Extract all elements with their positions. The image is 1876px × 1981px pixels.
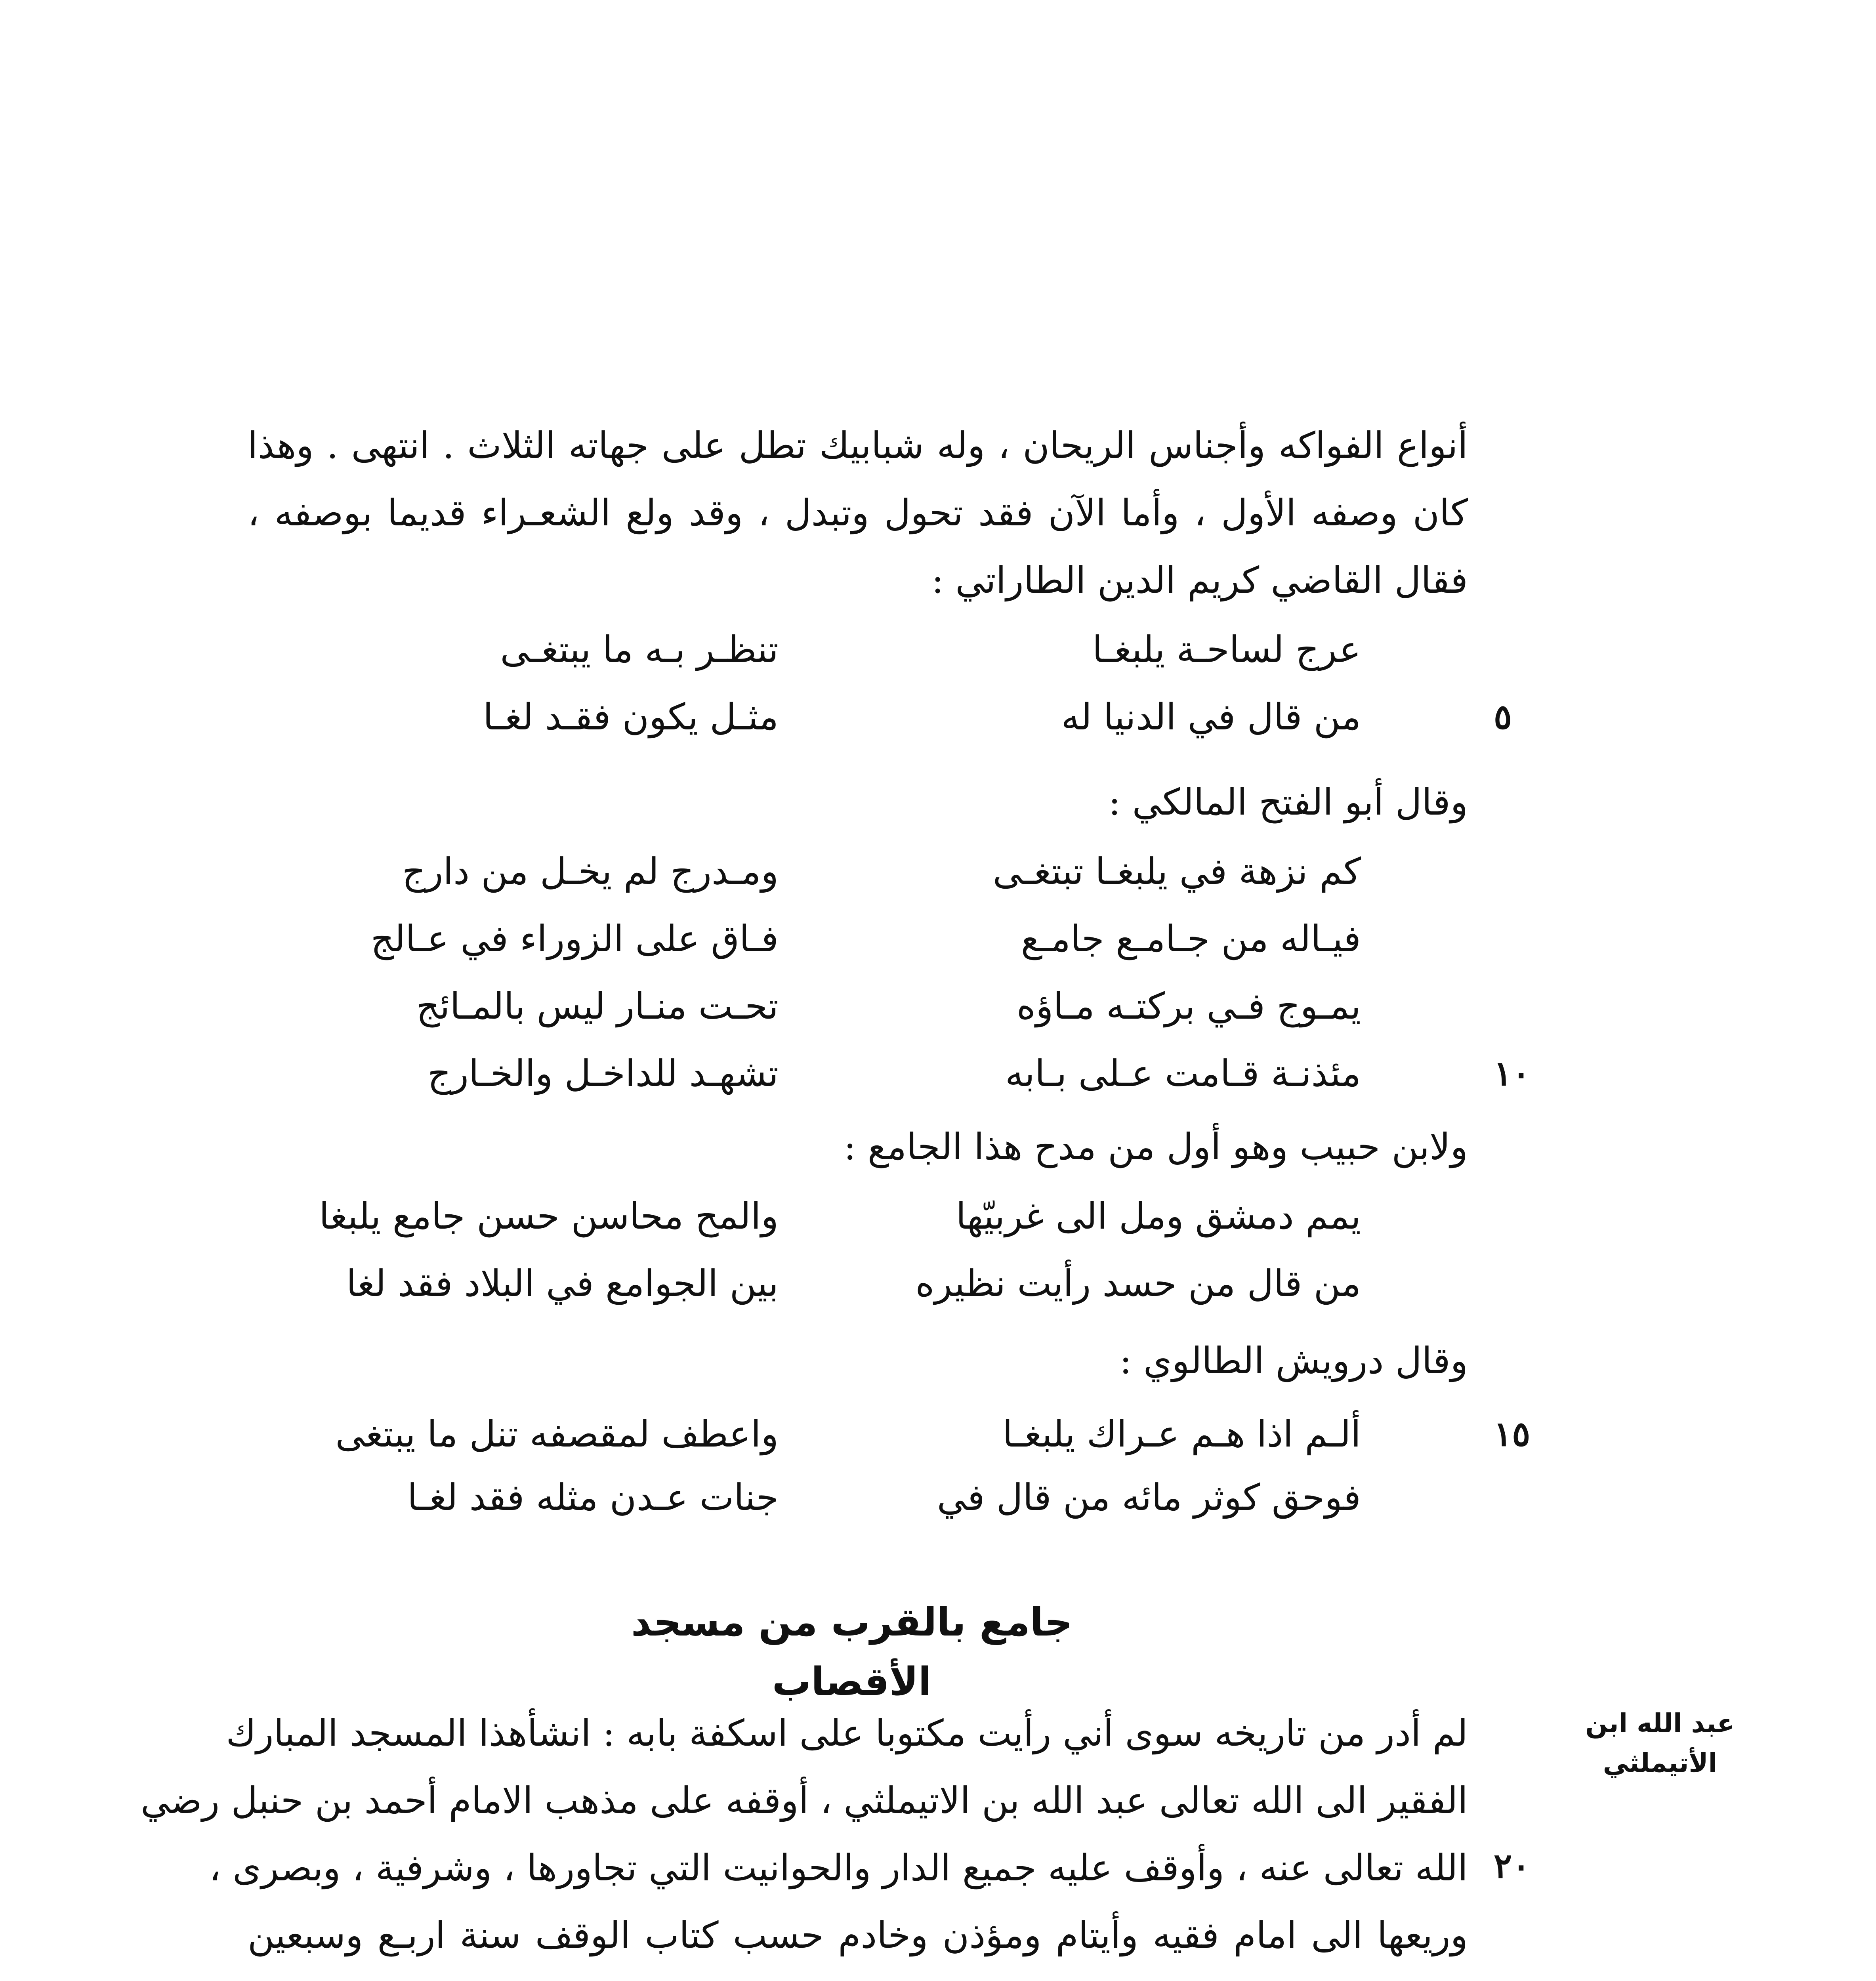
hemistich-right: عرج لساحـة يلبغـا xyxy=(1092,628,1361,671)
prose-line-4: وريعها الى امام فقيه وأيتام ومؤذن وخادم حسب كتاب الوقف سنة اربـع وسبعين xyxy=(248,1914,1468,1956)
hemistich-right: من قال من حسد رأيت نظيره xyxy=(915,1262,1361,1305)
hemistich-left: مثـل يكون فقـد لغـا xyxy=(483,696,779,738)
line-number-10: ١٠ xyxy=(1494,1053,1531,1094)
hemistich-left: ومـدرج لم يخـل من دارج xyxy=(402,850,779,893)
hemistich-left: واعطف لمقصفه تنل ما يبتغى xyxy=(335,1413,779,1455)
intro-line-1: أنواع الفواكه وأجناس الريحان ، وله شبابيك تطل على جهاته الثلاث . انتهى . وهذا xyxy=(248,424,1468,467)
prose-line-2: الفقير الى الله تعالى عبد الله بن الاتيملثي ، أوقفه على مذهب الامام أحمد بن حنبل رضي xyxy=(140,1779,1468,1822)
prose-line-5 xyxy=(248,1969,1468,1981)
margin-note-line-2: الأتيملثي xyxy=(1603,1748,1718,1778)
hemistich-left: تشهـد للداخـل والخـارج xyxy=(427,1052,779,1095)
hemistich-right: مئذنـة قـامت عـلى بـابه xyxy=(1005,1052,1361,1095)
hemistich-left: بين الجوامع في البلاد فقد لغا xyxy=(346,1262,779,1305)
poem-4-intro: وقال درويش الطالوي : xyxy=(1119,1340,1468,1382)
hemistich-left: جنات عـدن مثله فقد لغـا xyxy=(407,1476,779,1519)
line-number-15: ١٥ xyxy=(1494,1414,1531,1454)
hemistich-left: فـاق على الزوراء في عـالج xyxy=(370,918,779,960)
hemistich-left: والمح محاسن حسن جامع يلبغا xyxy=(319,1195,779,1237)
hemistich-right: فيـاله من جـامـع جامـع xyxy=(1021,918,1361,960)
hemistich-right: كم نزهة في يلبغـا تبتغـى xyxy=(992,850,1361,893)
line-number-5: ٥ xyxy=(1494,697,1512,737)
hemistich-left: تنظـر بـه ما يبتغـى xyxy=(500,628,779,671)
hemistich-right: من قال في الدنيا له xyxy=(1061,696,1361,738)
prose-line-1: لم أدر من تاريخه سوى أني رأيت مكتوبا على اسكفة بابه : انشأهذا المسجد المبارك xyxy=(226,1712,1468,1754)
hemistich-right: يمم دمشق ومل الى غربيّها xyxy=(956,1195,1361,1237)
hemistich-right: يمـوج فـي بركتـه مـاؤه xyxy=(1016,985,1361,1027)
poem-1-intro: فقال القاضي كريم الدين الطاراتي : xyxy=(931,559,1468,601)
margin-note-line-1: عبد الله ابن xyxy=(1585,1708,1735,1739)
margin-note xyxy=(1577,1704,1743,1783)
hemistich-left: تحـت منـار ليس بالمـائج xyxy=(416,985,779,1027)
intro-line-2: كان وصفه الأول ، وأما الآن فقد تحول وتبدل ، وقد ولع الشعـراء قديما بوصفه ، xyxy=(248,492,1468,534)
section-heading: جامع بالقرب من مسجد الأقصاب xyxy=(631,1600,1073,1704)
hemistich-right: ألـم اذا هـم عـراك يلبغـا xyxy=(1002,1413,1361,1455)
hemistich-right: فوحق كوثر مائه من قال في xyxy=(937,1476,1361,1519)
poem-2-intro: وقال أبو الفتح المالكي : xyxy=(1108,781,1468,823)
poem-3-intro: ولابن حبيب وهو أول من مدح هذا الجامع : xyxy=(844,1126,1468,1168)
prose-paragraph xyxy=(140,1700,1468,1981)
intro-paragraph xyxy=(248,412,1468,547)
prose-line-3: الله تعالى عنه ، وأوقف عليه جميع الدار والحوانيت التي تجاورها ، وشرفية ، وبصرى ، xyxy=(209,1847,1468,1889)
line-number-20: ٢٠ xyxy=(1494,1846,1531,1886)
